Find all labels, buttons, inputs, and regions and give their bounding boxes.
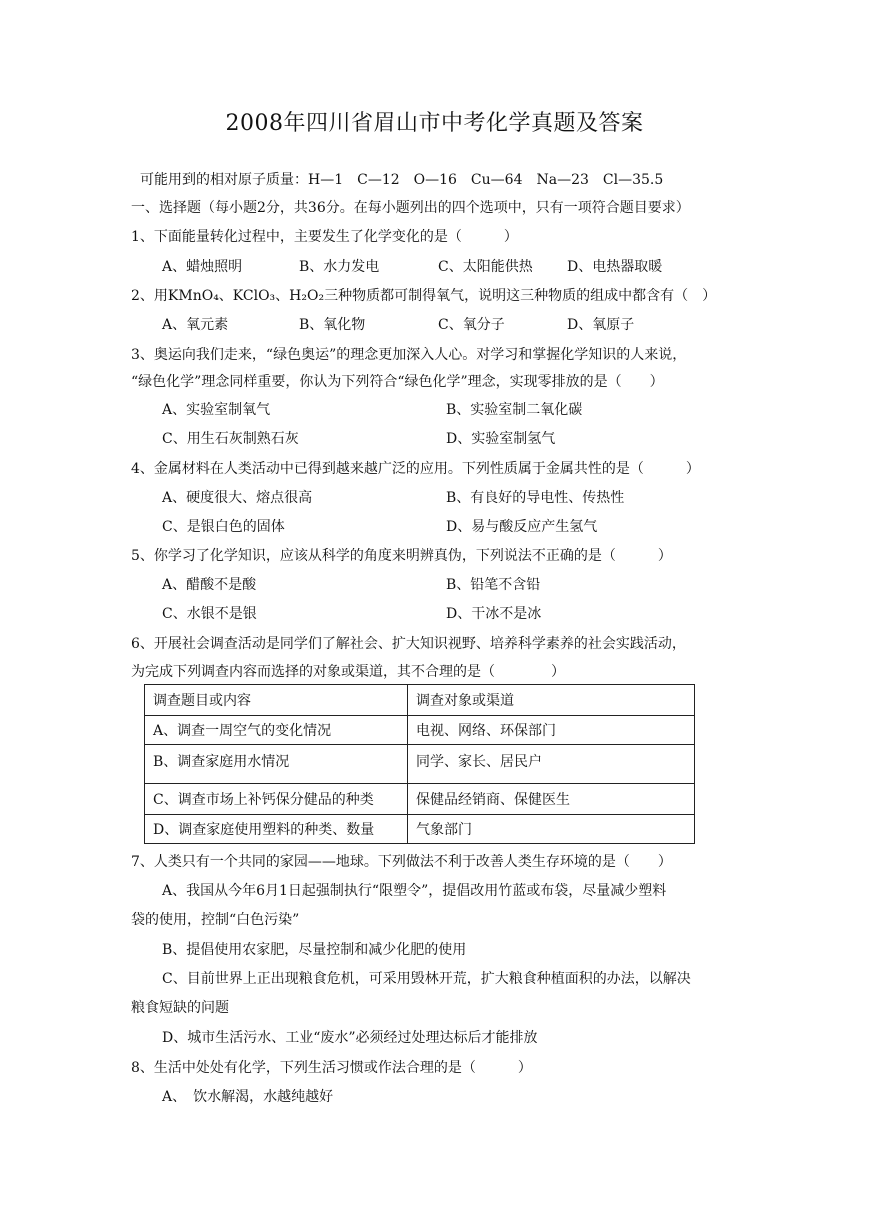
table-cell: 气象部门 bbox=[408, 815, 695, 844]
q2-option-c: C、氧分子 bbox=[438, 317, 505, 333]
q4-option-b: B、有良好的导电性、传热性 bbox=[446, 490, 625, 506]
q1-option-b: B、水力发电 bbox=[299, 259, 380, 275]
table-cell: A、调查一周空气的变化情况 bbox=[145, 716, 408, 745]
table-header-cell: 调查对象或渠道 bbox=[408, 685, 695, 716]
page-title: 2008年四川省眉山市中考化学真题及答案 bbox=[225, 111, 644, 136]
table-row bbox=[145, 745, 695, 784]
q3-option-a: A、实验室制氧气 bbox=[162, 402, 271, 418]
q5-option-b: B、铅笔不含铅 bbox=[446, 577, 541, 593]
table-cell: C、调查市场上补钙保分健品的种类 bbox=[145, 784, 408, 815]
q3-option-c: C、用生石灰制熟石灰 bbox=[162, 431, 299, 447]
q3-option-b: B、实验室制二氧化碳 bbox=[446, 402, 583, 418]
q1-option-a: A、蜡烛照明 bbox=[162, 259, 243, 275]
table-header-row bbox=[145, 685, 695, 716]
q2-option-a: A、氧元素 bbox=[162, 317, 229, 333]
q5-option-a: A、醋酸不是酸 bbox=[162, 577, 257, 593]
q2-option-d: D、氧原子 bbox=[567, 317, 635, 333]
question-6-stem-line-2: 为完成下列调查内容而选择的对象或渠道，其不合理的是（ ） bbox=[131, 664, 565, 680]
question-7-stem: 7、人类只有一个共同的家园——地球。下列做法不利于改善人类生存环境的是（ ） bbox=[131, 854, 672, 870]
question-4-stem: 4、金属材料在人类活动中已得到越来越广泛的应用。下列性质属于金属共性的是（ ） bbox=[131, 461, 700, 477]
survey-table bbox=[144, 684, 695, 844]
question-5-stem: 5、你学习了化学知识，应该从科学的角度来明辨真伪，下列说法不正确的是（ ） bbox=[131, 548, 672, 564]
question-3-stem-line-2: “绿色化学”理念同样重要，你认为下列符合“绿色化学”理念，实现零排放的是（ ） bbox=[131, 374, 664, 390]
q4-option-d: D、易与酸反应产生氢气 bbox=[446, 519, 598, 535]
question-3-stem-line-1: 3、奥运向我们走来，“绿色奥运”的理念更加深入人心。对学习和掌握化学知识的人来说， bbox=[131, 347, 687, 363]
q3-option-d: D、实验室制氢气 bbox=[446, 431, 556, 447]
question-1-stem: 1、下面能量转化过程中，主要发生了化学变化的是（ ） bbox=[131, 229, 518, 245]
table-row bbox=[145, 716, 695, 745]
q7-option-a-line-2: 袋的使用，控制“白色污染” bbox=[131, 912, 300, 928]
table-cell: 同学、家长、居民户 bbox=[408, 745, 695, 784]
table-cell: B、调查家庭用水情况 bbox=[145, 745, 408, 784]
q5-option-c: C、水银不是银 bbox=[162, 606, 257, 622]
q1-option-d: D、电热器取暖 bbox=[567, 259, 663, 275]
q4-option-c: C、是银白色的固体 bbox=[162, 519, 285, 535]
table-cell: D、调查家庭使用塑料的种类、数量 bbox=[145, 815, 408, 844]
q8-option-a: A、 饮水解渴，水越纯越好 bbox=[162, 1089, 334, 1105]
q7-option-d: D、城市生活污水、工业“废水”必须经过处理达标后才能排放 bbox=[162, 1030, 538, 1046]
section-heading: 一、选择题（每小题2分，共36分。在每小题列出的四个选项中，只有一项符合题目要求） bbox=[131, 200, 690, 216]
question-6-stem-line-1: 6、开展社会调查活动是同学们了解社会、扩大知识视野、培养科学素养的社会实践活动， bbox=[131, 636, 686, 652]
q7-option-c-line-1: C、目前世界上正出现粮食危机，可采用毁林开荒，扩大粮食种植面积的办法，以解决 bbox=[162, 971, 691, 987]
q4-option-a: A、硬度很大、熔点很高 bbox=[162, 490, 313, 506]
q1-option-c: C、太阳能供热 bbox=[438, 259, 533, 275]
q5-option-d: D、干冰不是冰 bbox=[446, 606, 542, 622]
question-2-stem: 2、用KMnO₄、KClO₃、H₂O₂三种物质都可制得氧气，说明这三种物质的组成中都含有（ ） bbox=[131, 288, 717, 304]
table-cell: 电视、网络、环保部门 bbox=[408, 716, 695, 745]
table-cell: 保健品经销商、保健医生 bbox=[408, 784, 695, 815]
atomic-mass-line: 可能用到的相对原子质量：H—1 C—12 O—16 Cu—64 Na—23 Cl—35.5 bbox=[140, 172, 664, 188]
q2-option-b: B、氧化物 bbox=[299, 317, 366, 333]
table-row bbox=[145, 815, 695, 844]
table-row bbox=[145, 784, 695, 815]
q7-option-c-line-2: 粮食短缺的问题 bbox=[131, 1000, 229, 1016]
table-header-cell: 调查题目或内容 bbox=[145, 685, 408, 716]
question-8-stem: 8、生活中处处有化学，下列生活习惯或作法合理的是（ ） bbox=[131, 1060, 532, 1076]
q7-option-a-line-1: A、我国从今年6月1日起强制执行“限塑令”，提倡改用竹蓝或布袋，尽量减少塑料 bbox=[162, 883, 667, 899]
q7-option-b: B、提倡使用农家肥，尽量控制和减少化肥的使用 bbox=[162, 942, 467, 958]
